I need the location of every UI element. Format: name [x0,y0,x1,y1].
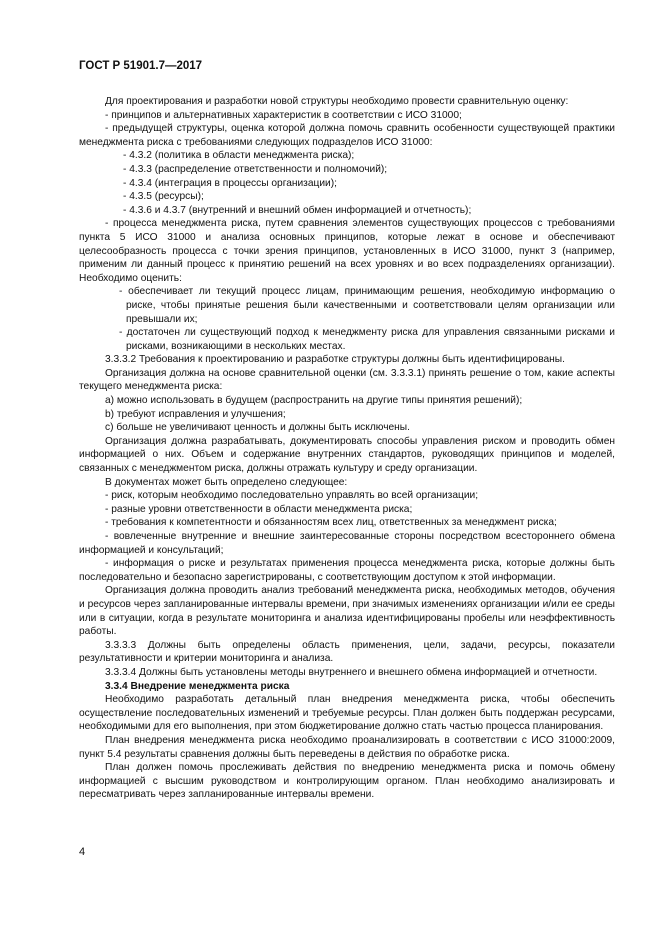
paragraph: Организация должна разрабатывать, документировать способы управления риском и проводить обмен информацией о них. Объем и содержание внутренних стандартов, руководящих принципов и моделей, связанных с менеджментом риска, должны отражать культуру и среду организации. [79,435,615,475]
document-body [79,95,615,802]
paragraph: а) можно использовать в будущем (распространить на другие типы принятия решений); [105,395,523,407]
paragraph: Необходимо разработать детальный план внедрения менеджмента риска, чтобы обеспечить осуществление последовательных изменений и требуемые ресурсы. План должен быть поддержан ресурсами, необходимыми для его выполнения, при этом бюджетирование должно стать частью процесса планирования. [79,694,615,733]
paragraph: - предыдущей структуры, оценка которой должна помочь сравнить особенности существующей практики менеджмента риска с требованиями следующих подразделов ИСО 31000: [79,123,615,148]
paragraph: - 4.3.3 (распределение ответственности и полномочий); [123,163,388,175]
document-code-header: ГОСТ Р 51901.7—2017 [79,60,203,72]
paragraph: План должен помочь прослеживать действия по внедрению менеджмента риска и помочь обмену информацией с высшим руководством и контролирующим органом. План необходимо анализировать и пересматривать через запланированные интервалы времени. [79,762,615,801]
paragraph: - процесса менеджмента риска, путем сравнения элементов существующих процессов с требованиями пункта 5 ИСО 31000 и анализа основных принципов, которые лежат в основе и обеспечивают целесообразность процесса с точки зрения принципов, установленных в ИСО 31000, пункт 3 (например, применим ли данный процесс к принятию решений на всех уровнях и во всех подразделениях организации). Необходимо оценить: [79,218,615,284]
paragraph: - обеспечивает ли текущий процесс лицам, принимающим решения, необходимую информацию о риске, чтобы принятые решения были качественными и соответствовали целям организации или превышали их; [119,286,615,325]
paragraph: - достаточен ли существующий подход к менеджменту риска для управления связанными рисками и рисками, возникающими в нескольких местах. [119,327,615,352]
paragraph: - 4.3.4 (интеграция в процессы организации); [123,177,337,189]
paragraph: 3.3.3.4 Должны быть установлены методы внутреннего и внешнего обмена информацией и отчетности. [105,666,598,678]
paragraph: Для проектирования и разработки новой структуры необходимо провести сравнительную оценку: [105,96,569,107]
section-heading: 3.3.4 Внедрение менеджмента риска [105,680,290,692]
paragraph: b) требуют исправления и улучшения; [105,408,286,420]
paragraph: - 4.3.6 и 4.3.7 (внутренний и внешний обмен информацией и отчетность); [123,204,472,216]
paragraph: - вовлеченные внутренние и внешние заинтересованные стороны посредством всестороннего обмена информацией и консультаций; [79,531,615,556]
paragraph: В документах может быть определено следующее: [105,476,348,488]
paragraph: - информация о риске и результатах применения процесса менеджмента риска, которые должны быть последовательно и безопасно зарегистрированы, с соответствующим доступом к этой информации. [79,558,615,583]
paragraph: с) больше не увеличивают ценность и должны быть исключены. [105,422,410,434]
paragraph: - разные уровни ответственности в области менеджмента риска; [105,503,413,515]
paragraph: - 4.3.2 (политика в области менеджмента риска); [123,150,355,162]
paragraph: Организация должна на основе сравнительной оценки (см. 3.3.3.1) принять решение о том, какие аспекты текущего менеджмента риска: [79,367,615,393]
paragraph: Организация должна проводить анализ требований менеджмента риска, необходимых методов, обучения и ресурсов через запланированные интервалы времени, при значимых изменениях организации и/или ее среды или в ситуации, когда в результате мониторинга и анализа идентифицированы пробелы или неэффективность работы. [79,585,615,638]
paragraph: - риск, которым необходимо последовательно управлять во всей организации; [105,490,479,502]
paragraph: - 4.3.5 (ресурсы); [123,191,204,203]
paragraph: - принципов и альтернативных характеристик в соответствии с ИСО 31000; [105,109,462,121]
paragraph: 3.3.3.3 Должны быть определены область применения, цели, задачи, ресурсы, показатели результативности и критерии мониторинга и анализа. [79,639,615,665]
paragraph: - требования к компетентности и обязанностям всех лиц, ответственных за менеджмент риска; [105,517,557,529]
paragraph: План внедрения менеджмента риска необходимо проанализировать в соответствии с ИСО 31000:2009, пункт 5.4 результаты сравнения должны быть переведены в действия по обработке риска. [79,734,615,760]
paragraph: 3.3.3.2 Требования к проектированию и разработке структуры должны быть идентифицированы. [105,354,565,366]
page-number: 4 [79,846,86,858]
